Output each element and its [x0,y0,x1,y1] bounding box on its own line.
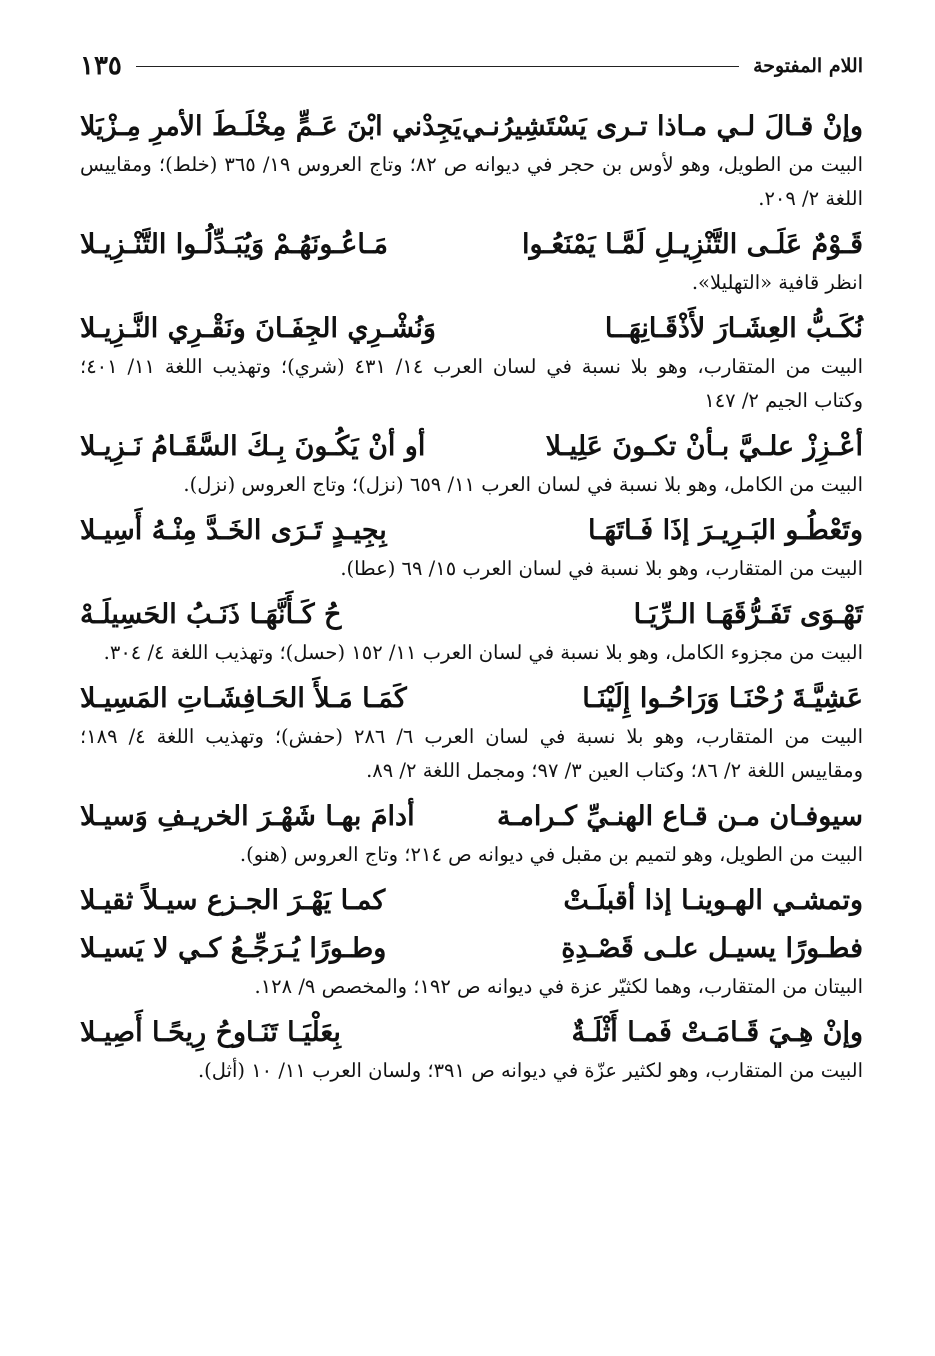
verse-note: البيت من مجزوء الكامل، وهو بلا نسبة في لسان العرب ١١/ ١٥٢ (حسل)؛ وتهذيب اللغة ٤/ ٣٠٤. [103,641,863,664]
second-hemistich: كمـا يَهْـرَ الجـزع سيـلاً ثقيـلا [80,885,386,916]
verse-note: البيت من المتقارب، وهو لكثير عزّة في ديوانه ص ٣٩١؛ ولسان العرب ١١/ ١٠ (أثل). [197,1059,863,1082]
verse-line [80,790,863,838]
verse-entry [80,100,863,216]
verse-entry [80,874,863,922]
verse-note: البيت من الطويل، وهو لتميم بن مقبل في ديوانه ص ٢١٤؛ وتاج العروس (هنو). [239,843,863,866]
first-hemistich: نُكَـبُّ العِشَـارَ لأَذْقَـانِهَــا [604,313,863,344]
header-rule [136,66,739,67]
verse-note: البيت من المتقارب، وهو بلا نسبة في لسان العرب ١٥/ ٦٩ (عطا). [340,557,863,580]
first-hemistich: سيوفـان مـن قـاع الهنـيِّ كـرامـة [496,801,863,832]
verse-line [80,672,863,720]
verse-entry [80,790,863,872]
second-hemistich: وطـورًا يُـرَجِّـعُ كـي لا يَسيـلا [80,933,387,964]
verse-note: البيت من الطويل، وهو لأوس بن حجر في ديوانه ص ٨٢؛ وتاج العروس ١٩/ ٣٦٥ (خلط)؛ ومقاييس اللغة ٢/ ٢٠٩. [80,153,864,210]
verse-entry [80,588,863,670]
verse-entry [80,420,863,502]
second-hemistich: بِجِيـدٍ تَـرَى الخَـدَّ مِنْـهُ أَسِيـلا [80,515,387,546]
verse-list [80,100,863,1088]
first-hemistich: عَشِيَّـةَ رُحْنَـا وَرَاحُـوا إِلَيْنَـا [582,683,863,714]
verse-entry [80,672,863,788]
verse-note: انظر قافية «التهليلا». [691,271,863,294]
second-hemistich: أدامَ بهـا شَهْـرَ الخريـفِ وَسيـلا [80,801,415,832]
verse-entry [80,302,863,418]
verse-line [80,420,863,468]
verse-entry [80,1006,863,1088]
verse-line [80,922,863,970]
chapter-title: اللام المفتوحة [753,55,863,77]
second-hemistich: وَنُشْـرِي الجِفَـانَ ونَقْـرِي النَّـزِيـلا [80,313,436,344]
second-hemistich: بِعَلْيَـا تَنَـاوحُ رِيحًـا أَصِيـلا [80,1017,341,1048]
verse-entry [80,922,863,1004]
verse-note: البيت من المتقارب، وهو بلا نسبة في لسان العرب ٦/ ٢٨٦ (حفش)؛ وتهذيب اللغة ٤/ ١٨٩؛ ومقاييس اللغة ٢/ ٨٦؛ وكتاب العين ٣/ ٩٧؛ ومجمل اللغة ٢/ ٨٩. [80,725,863,782]
page-number: ١٣٥ [80,51,122,81]
verse-line [80,504,863,552]
verse-note: البيتان من المتقارب، وهما لكثيّر عزة في ديوانه ص ١٩٢؛ والمخصص ٩/ ١٢٨. [254,975,863,998]
page-header [80,38,863,94]
verse-line [80,874,863,922]
first-hemistich: تَهْـوَى تَفَـرُّقَهَـا الـرِّيَـا [633,599,863,630]
first-hemistich: وتَعْطُـو البَـرِيـرَ إذَا فَـاتَهَـا [588,515,863,546]
verse-line [80,218,863,266]
verse-line [80,588,863,636]
first-hemistich: وتمشـي الهـوينـا إذا أقبلَـتْ [563,885,863,916]
second-hemistich: كَمَـا مَـلأَ الحَـافِشَـاتِ المَسِيـلا [80,683,407,714]
verse-entry [80,218,863,300]
verse-note: البيت من المتقارب، وهو بلا نسبة في لسان العرب ١٤/ ٤٣١ (شري)؛ وتهذيب اللغة ١١/ ٤٠١؛ وكتاب الجيم ٢/ ١٤٧ [80,355,863,412]
second-hemistich: يَجِدْني ابْنَ عَـمٍّ مِخْلَـطَ الأمرِ مِـزْيَلا [80,111,462,142]
second-hemistich: حُ كَـأَنَّهَـا ذَنَـبُ الحَسِيلَـهْ [80,599,342,630]
first-hemistich: قَـوْمٌ عَلَـى التَّنْزِيـلِ لَمَّـا يَمْنَعُـوا [522,229,863,260]
first-hemistich: أعْـزِزْ علـيَّ بـأنْ تكـونَ عَلِيـلا [545,431,863,462]
first-hemistich: وإنْ قـالَ لـي مـاذا تـرى يَسْتَشِيرُنـي [461,111,863,142]
verse-line [80,1006,863,1054]
page [80,38,863,1090]
verse-entry [80,504,863,586]
verse-note: البيت من الكامل، وهو بلا نسبة في لسان العرب ١١/ ٦٥٩ (نزل)؛ وتاج العروس (نزل). [183,473,863,496]
verse-line [80,302,863,350]
second-hemistich: مَـاعُـونَهُـمْ وَيُبَـدِّلُـوا التَّنْـزِيـلا [80,229,388,260]
first-hemistich: فطـورًا يسيـل علـى قَصْـدِةِ [561,933,863,964]
verse-line [80,100,863,148]
second-hemistich: أو أنْ يَكُـونَ بِـكَ السَّقَـامُ نَـزِيـلا [80,431,426,462]
first-hemistich: وإنْ هِـيَ قَـامَـتْ فَمـا أَثْلَـةٌ [571,1017,863,1048]
